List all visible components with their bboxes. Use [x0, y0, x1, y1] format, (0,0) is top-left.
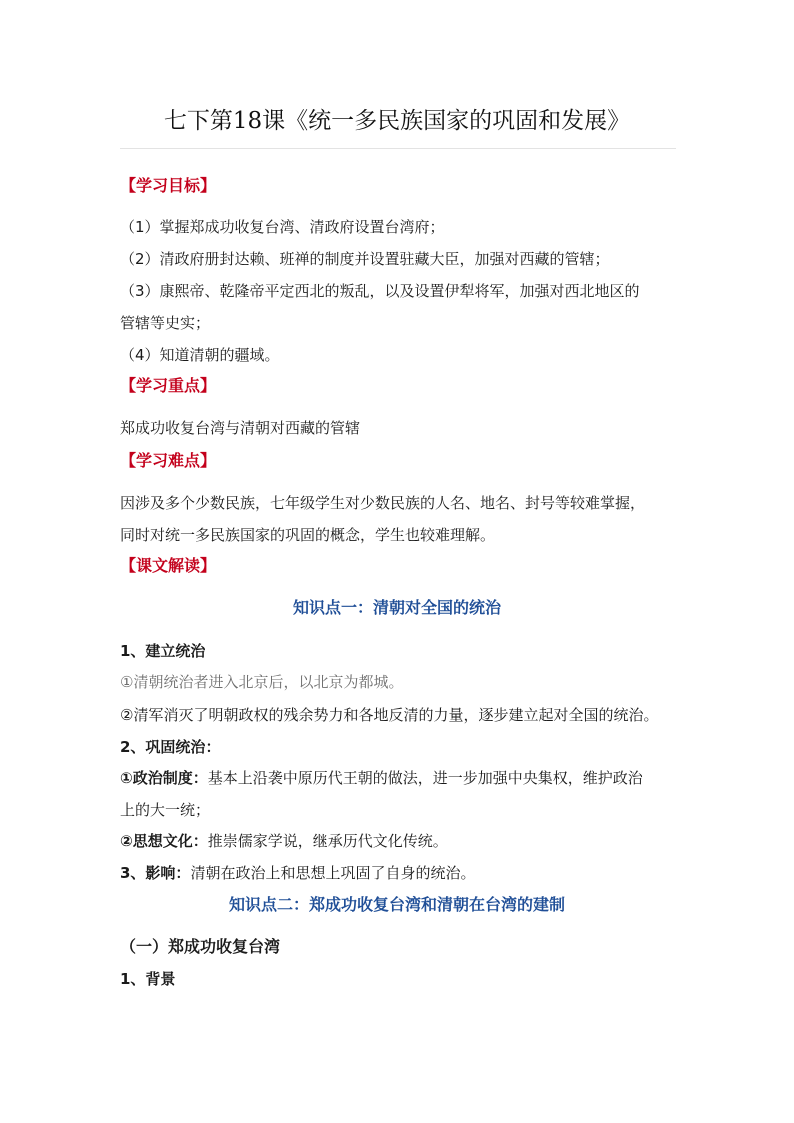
kp1-section-2-item-2 — [120, 831, 448, 851]
influence-text: 清朝在政治上和思想上巩固了自身的统治。 — [190, 864, 476, 882]
goal-item-4: （4）知道清朝的疆域。 — [120, 346, 280, 364]
ideology-culture-label: ②思想文化： — [120, 832, 208, 850]
page-title: 七下第18课《统一多民族国家的巩固和发展》 — [163, 108, 631, 134]
kp1-section-2-item-1-cont: 上的大一统； — [120, 801, 211, 819]
goal-item-3-cont: 管辖等史实； — [120, 314, 211, 332]
learning-focus-text: 郑成功收复台湾与清朝对西藏的管辖 — [120, 419, 361, 437]
kp1-section-2-title: 2、巩固统治： — [120, 738, 221, 756]
ideology-culture-text: 推崇儒家学说，继承历代文化传统。 — [207, 832, 448, 850]
learning-focus-heading: 【学习重点】 — [120, 376, 217, 395]
learning-goals-heading: 【学习目标】 — [120, 176, 217, 195]
political-system-text: 基本上沿袭中原历代王朝的做法，进一步加强中央集权，维护政治 — [207, 769, 643, 787]
kp2-section-1-title: 1、背景 — [120, 970, 176, 988]
knowledge-point-1-title: 知识点一：清朝对全国的统治 — [292, 598, 501, 617]
kp1-section-1-item-2: ②清军消灭了明朝政权的残余势力和各地反清的力量，逐步建立起对全国的统治。 — [120, 706, 659, 724]
kp1-section-1-title: 1、建立统治 — [120, 642, 206, 660]
political-system-label: ①政治制度： — [120, 769, 208, 787]
difficulty-line-1: 因涉及多个少数民族，七年级学生对少数民族的人名、地名、封号等较难掌握， — [120, 494, 646, 512]
kp1-section-1-item-1: ①清朝统治者进入北京后，以北京为都城。 — [120, 673, 404, 691]
goal-item-2: （2）清政府册封达赖、班禅的制度并设置驻藏大臣，加强对西藏的管辖； — [120, 250, 610, 268]
learning-difficulty-heading: 【学习难点】 — [120, 451, 217, 470]
title-divider — [120, 148, 676, 149]
influence-label: 3、影响： — [120, 864, 191, 882]
knowledge-point-2-title: 知识点二：郑成功收复台湾和清朝在台湾的建制 — [228, 895, 565, 914]
kp1-section-2-item-1 — [120, 768, 643, 788]
kp1-section-3 — [120, 863, 475, 883]
kp2-subsection-1-title: （一）郑成功收复台湾 — [120, 937, 281, 956]
goal-item-3: （3）康熙帝、乾隆帝平定西北的叛乱，以及设置伊犁将军，加强对西北地区的 — [120, 282, 640, 300]
goal-item-1: （1）掌握郑成功收复台湾、清政府设置台湾府； — [120, 218, 445, 236]
difficulty-line-2: 同时对统一多民族国家的巩固的概念，学生也较难理解。 — [120, 526, 496, 544]
text-reading-heading: 【课文解读】 — [120, 556, 217, 575]
